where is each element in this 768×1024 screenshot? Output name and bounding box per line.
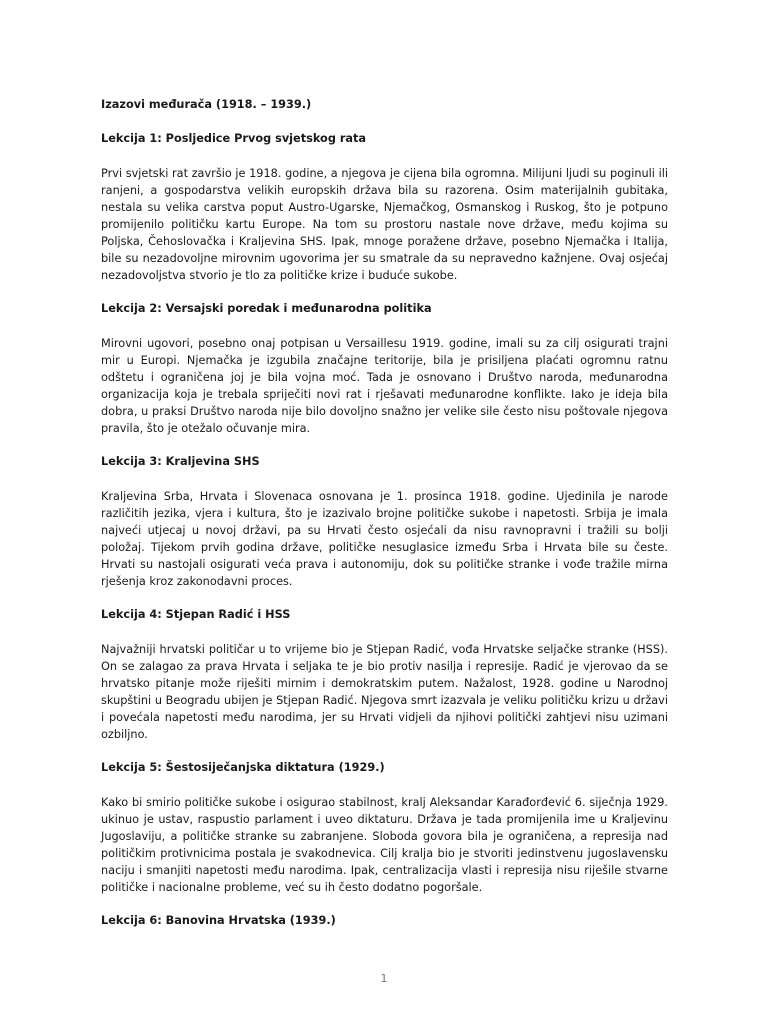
lesson-paragraph: Kako bi smirio političke sukobe i osigurao stabilnost, kralj Aleksandar Karađorđević 6. siječnja 1929. ukinuo je ustav, raspustio parlament i uveo diktaturu. Država je tada promijenila ime u Kraljevinu Jugoslaviju, a političke stranke su zabranjene. Sloboda govora bila je ograničena, a represija nad političkim protivnicima postala je svakodnevica. Cilj kralja bio je stvoriti jedinstvenu jugoslavensku naciju i smanjiti napetosti među narodima. Ipak, centralizacija vlasti i represija nisu riješile stvarne političke i nacionalne probleme, već su ih često dodatno pogoršale. xyxy=(101,796,668,894)
lesson-heading: Lekcija 6: Banovina Hrvatska (1939.) xyxy=(101,914,336,927)
lesson-heading: Lekcija 3: Kraljevina SHS xyxy=(101,455,260,468)
lesson-paragraph: Prvi svjetski rat završio je 1918. godine, a njegova je cijena bila ogromna. Milijuni ljudi su poginuli ili ranjeni, a gospodarstva velikih europskih država bila su razorena. Osim materijalnih gubitaka, nestala su velika carstva poput Austro-Ugarske, Njemačkog, Osmanskog i Ruskog, što je potpuno promijenilo političku kartu Europe. Na tom su prostoru nastale nove države, među kojima su Poljska, Čehoslovačka i Kraljevina SHS. Ipak, mnoge poražene države, posebno Njemačka i Italija, bile su nezadovoljne mirovnim ugovorima jer su smatrale da su nepravedno kažnjene. Ovaj osjećaj nezadovoljstva stvorio je tlo za političke krize i buduće sukobe. xyxy=(101,167,668,282)
lesson-paragraph: Kraljevina Srba, Hrvata i Slovenaca osnovana je 1. prosinca 1918. godine. Ujedinila je narode različitih jezika, vjera i kultura, što je izazivalo brojne političke sukobe i napetosti. Srbija je imala najveći utjecaj u novoj državi, pa su Hrvati često osjećali da nisu ravnopravni i tražili su bolji položaj. Tijekom prvih godina države, političke nesuglasice između Srba i Hrvata bile su česte. Hrvati su nastojali osigurati veća prava i autonomiju, dok su političke stranke i vođe tražile mirna rješenja kroz zakonodavni proces. xyxy=(101,490,668,588)
lesson-heading: Lekcija 5: Šestosiječanjska diktatura (1929.) xyxy=(101,761,385,774)
lesson-6 xyxy=(101,913,668,929)
lesson-heading: Lekcija 4: Stjepan Radić i HSS xyxy=(101,608,291,621)
lesson-heading: Lekcija 1: Posljedice Prvog svjetskog rata xyxy=(101,132,367,145)
lesson-paragraph: Najvažniji hrvatski političar u to vrijeme bio je Stjepan Radić, vođa Hrvatske seljačke stranke (HSS). On se zalagao za prava Hrvata i seljaka te je bio protiv nasilja i represije. Radić je vjerovao da se hrvatsko pitanje može riješiti mirnim i demokratskim putem. Nažalost, 1928. godine u Narodnoj skupštini u Beogradu ubijen je Stjepan Radić. Njegova smrt izazvala je veliku političku krizu u državi i povećala napetosti među narodima, jer su Hrvati vidjeli da njihovi politički zahtjevi nisu uzimani ozbiljno. xyxy=(101,643,668,741)
document-page xyxy=(101,97,668,947)
lesson-3 xyxy=(101,454,668,590)
lesson-4 xyxy=(101,607,668,743)
page-number: 1 xyxy=(380,972,388,985)
lesson-1 xyxy=(101,131,668,284)
lesson-5 xyxy=(101,760,668,896)
lesson-2 xyxy=(101,301,668,437)
lesson-paragraph: Mirovni ugovori, posebno onaj potpisan u Versaillesu 1919. godine, imali su za cilj osigurati trajni mir u Europi. Njemačka je izgubila značajne teritorije, bila je prisiljena plaćati ogromnu ratnu odštetu i ograničena joj je bila vojna moć. Tada je osnovano i Društvo naroda, međunarodna organizacija koja je trebala spriječiti novi rat i rješavati međunarodne konflikte. Iako je ideja bila dobra, u praksi Društvo naroda nije bilo dovoljno snažno jer velike sile često nisu poštovale njegova pravila, što je otežalo očuvanje mira. xyxy=(101,337,668,435)
document-title: Izazovi međurača (1918. – 1939.) xyxy=(101,98,312,111)
lesson-heading: Lekcija 2: Versajski poredak i međunarodna politika xyxy=(101,302,432,315)
